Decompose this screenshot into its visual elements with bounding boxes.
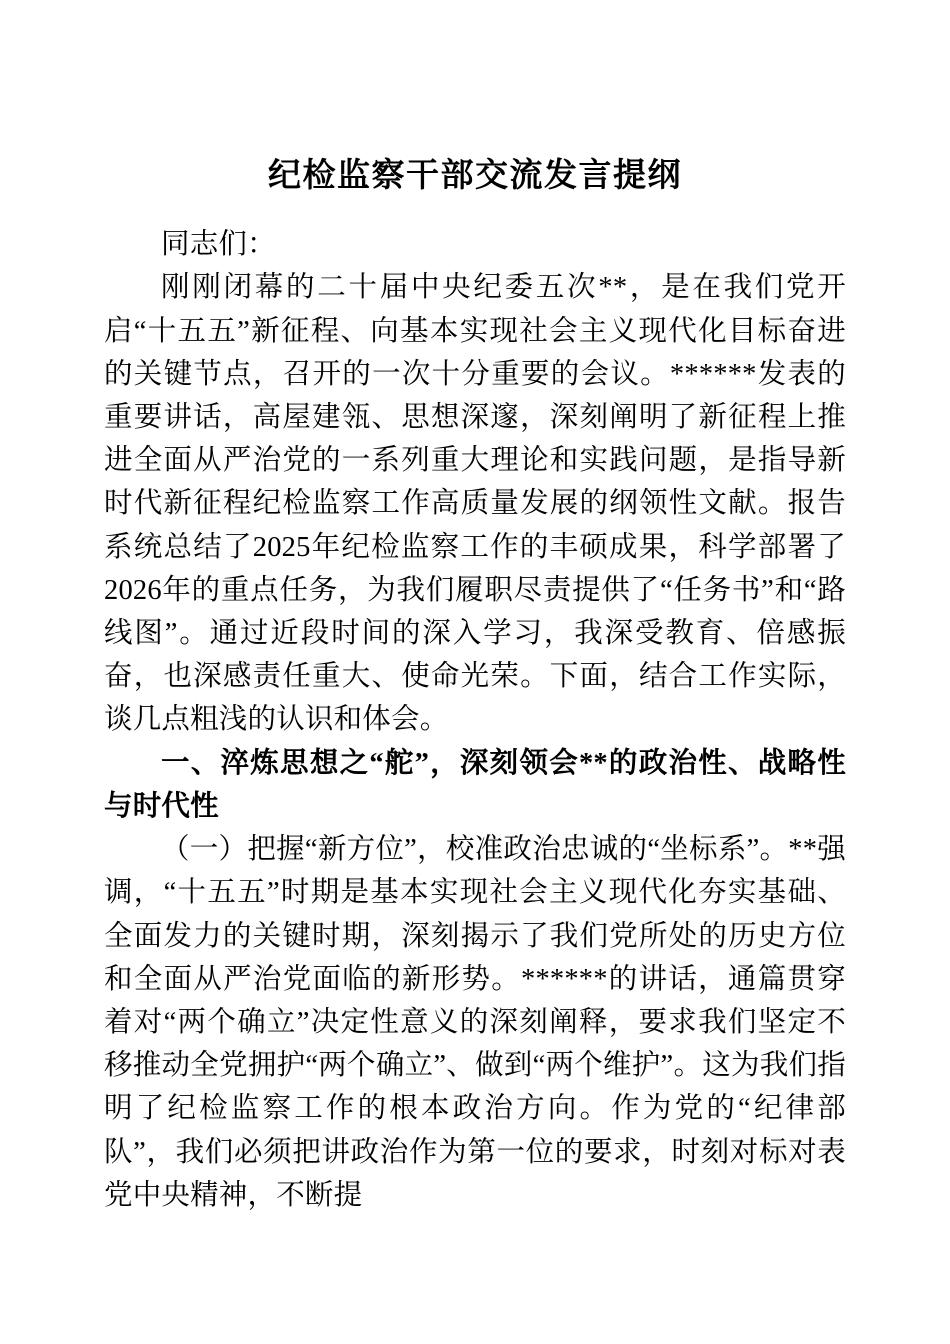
paragraph-salutation: 同志们： xyxy=(161,229,276,261)
paragraph-opening: 刚刚闭幕的二十届中央纪委五次**，是在我们党开启“十五五”新征程、向基本实现社会主义现代化目标奋进的关键节点，召开的一次十分重要的会议。******发表的重要讲话，高屋建瓴、思想深邃，深刻阐明了新征程上推进全面从严治党的一系列重大理论和实践问题，是指导新时代新征程纪检监察工作高质量发展的纲领性文献。报告系统总结了2025年纪检监察工作的丰硕成果，科学部署了2026年的重点任务，为我们履职尽责提供了“任务书”和“路线图”。通过近段时间的深入学习，我深受教育、倍感振奋，也深感责任重大、使命光荣。下面，结合工作实际，谈几点粗浅的认识和体会。 xyxy=(104,272,846,736)
document-content xyxy=(104,0,846,1217)
section-heading-1: 一、淬炼思想之“舵”，深刻领会**的政治性、战略性与时代性 xyxy=(104,747,846,822)
document-body xyxy=(104,223,846,1217)
page-title: 纪检监察干部交流发言提纲 xyxy=(268,158,682,194)
paragraph-section-1-1: （一）把握“新方位”，校准政治忠诚的“坐标系”。**强调，“十五五”时期是基本实现社会主义现代化夯实基础、全面发力的关键时期，深刻揭示了我们党所处的历史方位和全面从严治党面临的新形势。******的讲话，通篇贯穿着对“两个确立”决定性意义的深刻阐释，要求我们坚定不移推动全党拥护“两个确立”、做到“两个维护”。这为我们指明了纪检监察工作的根本政治方向。作为党的“纪律部队”，我们必须把讲政治作为第一位的要求，时刻对标对表党中央精神，不断提 xyxy=(104,834,846,1211)
